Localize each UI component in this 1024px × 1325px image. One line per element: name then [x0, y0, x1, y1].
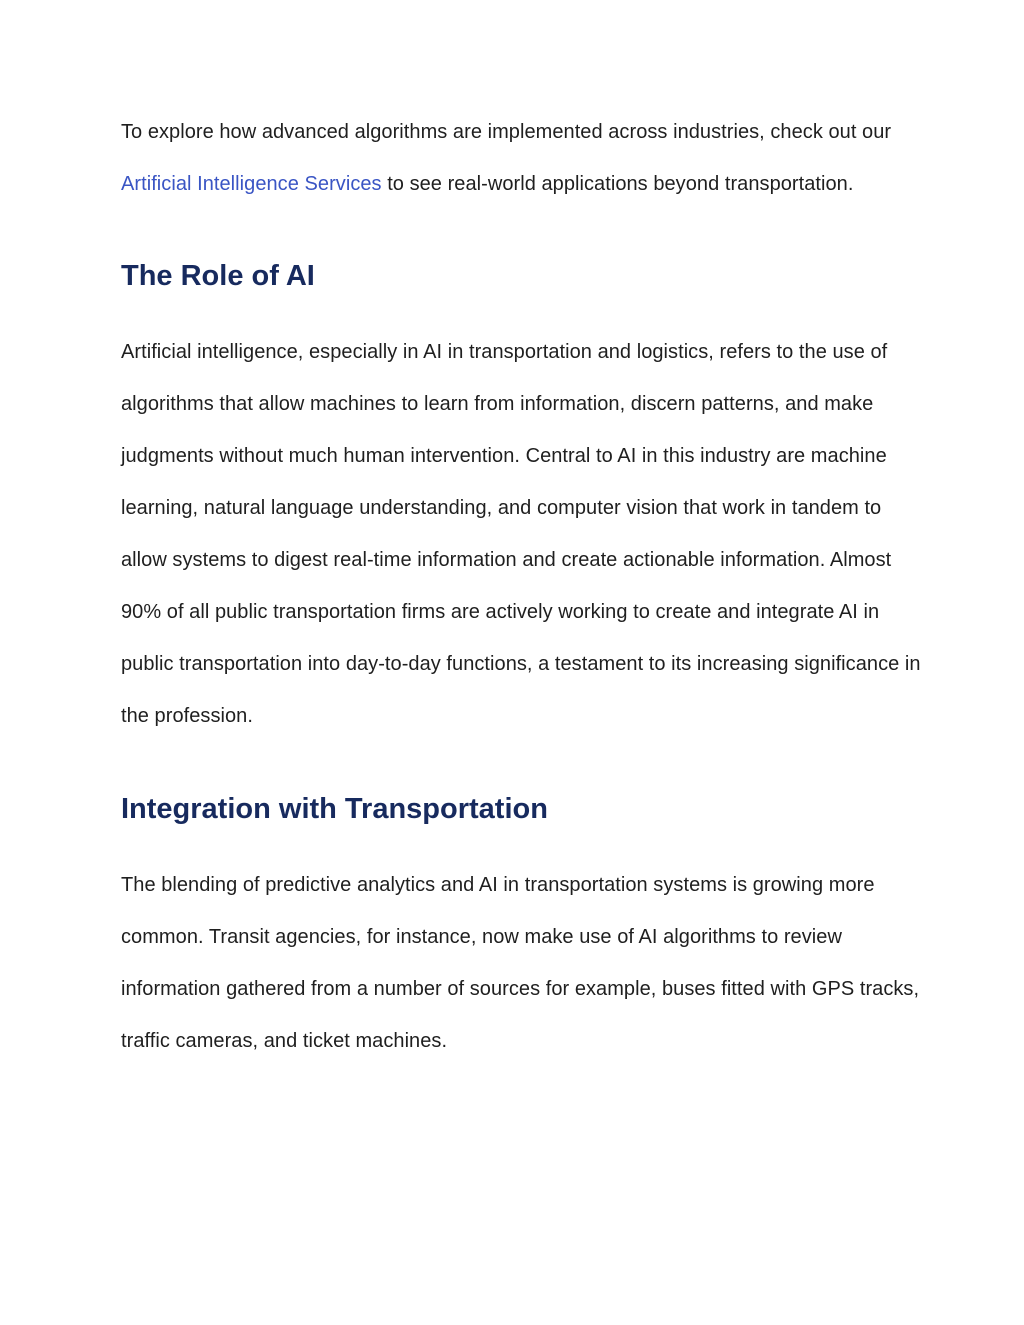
- section-heading-integration: Integration with Transportation: [121, 793, 548, 825]
- intro-paragraph: [121, 106, 921, 210]
- intro-text-before-link: To explore how advanced algorithms are implemented across industries, check out our: [121, 121, 892, 143]
- section-heading-role-of-ai: The Role of AI: [121, 260, 315, 292]
- document-content: [121, 106, 921, 1067]
- intro-text-after-link: to see real-world applications beyond transportation.: [381, 173, 854, 195]
- role-of-ai-paragraph: Artificial intelligence, especially in AI in transportation and logistics, refers to the use of algorithms that allow machines to learn from information, discern patterns, and make judgments without much human intervention. Central to AI in this industry are machine learning, natural language understanding, and computer vision that work in tandem to allow systems to digest real-time information and create actionable information. Almost 90% of all public transportation firms are actively working to create and integrate AI in public transportation into day-to-day functions, a testament to its increasing significance in the profession.: [121, 341, 921, 727]
- integration-paragraph: The blending of predictive analytics and AI in transportation systems is growing more common. Transit agencies, for instance, now make use of AI algorithms to review information gathered from a number of sources for example, buses fitted with GPS tracks, traffic cameras, and ticket machines.: [121, 874, 920, 1052]
- artificial-intelligence-services-link[interactable]: Artificial Intelligence Services: [121, 173, 382, 195]
